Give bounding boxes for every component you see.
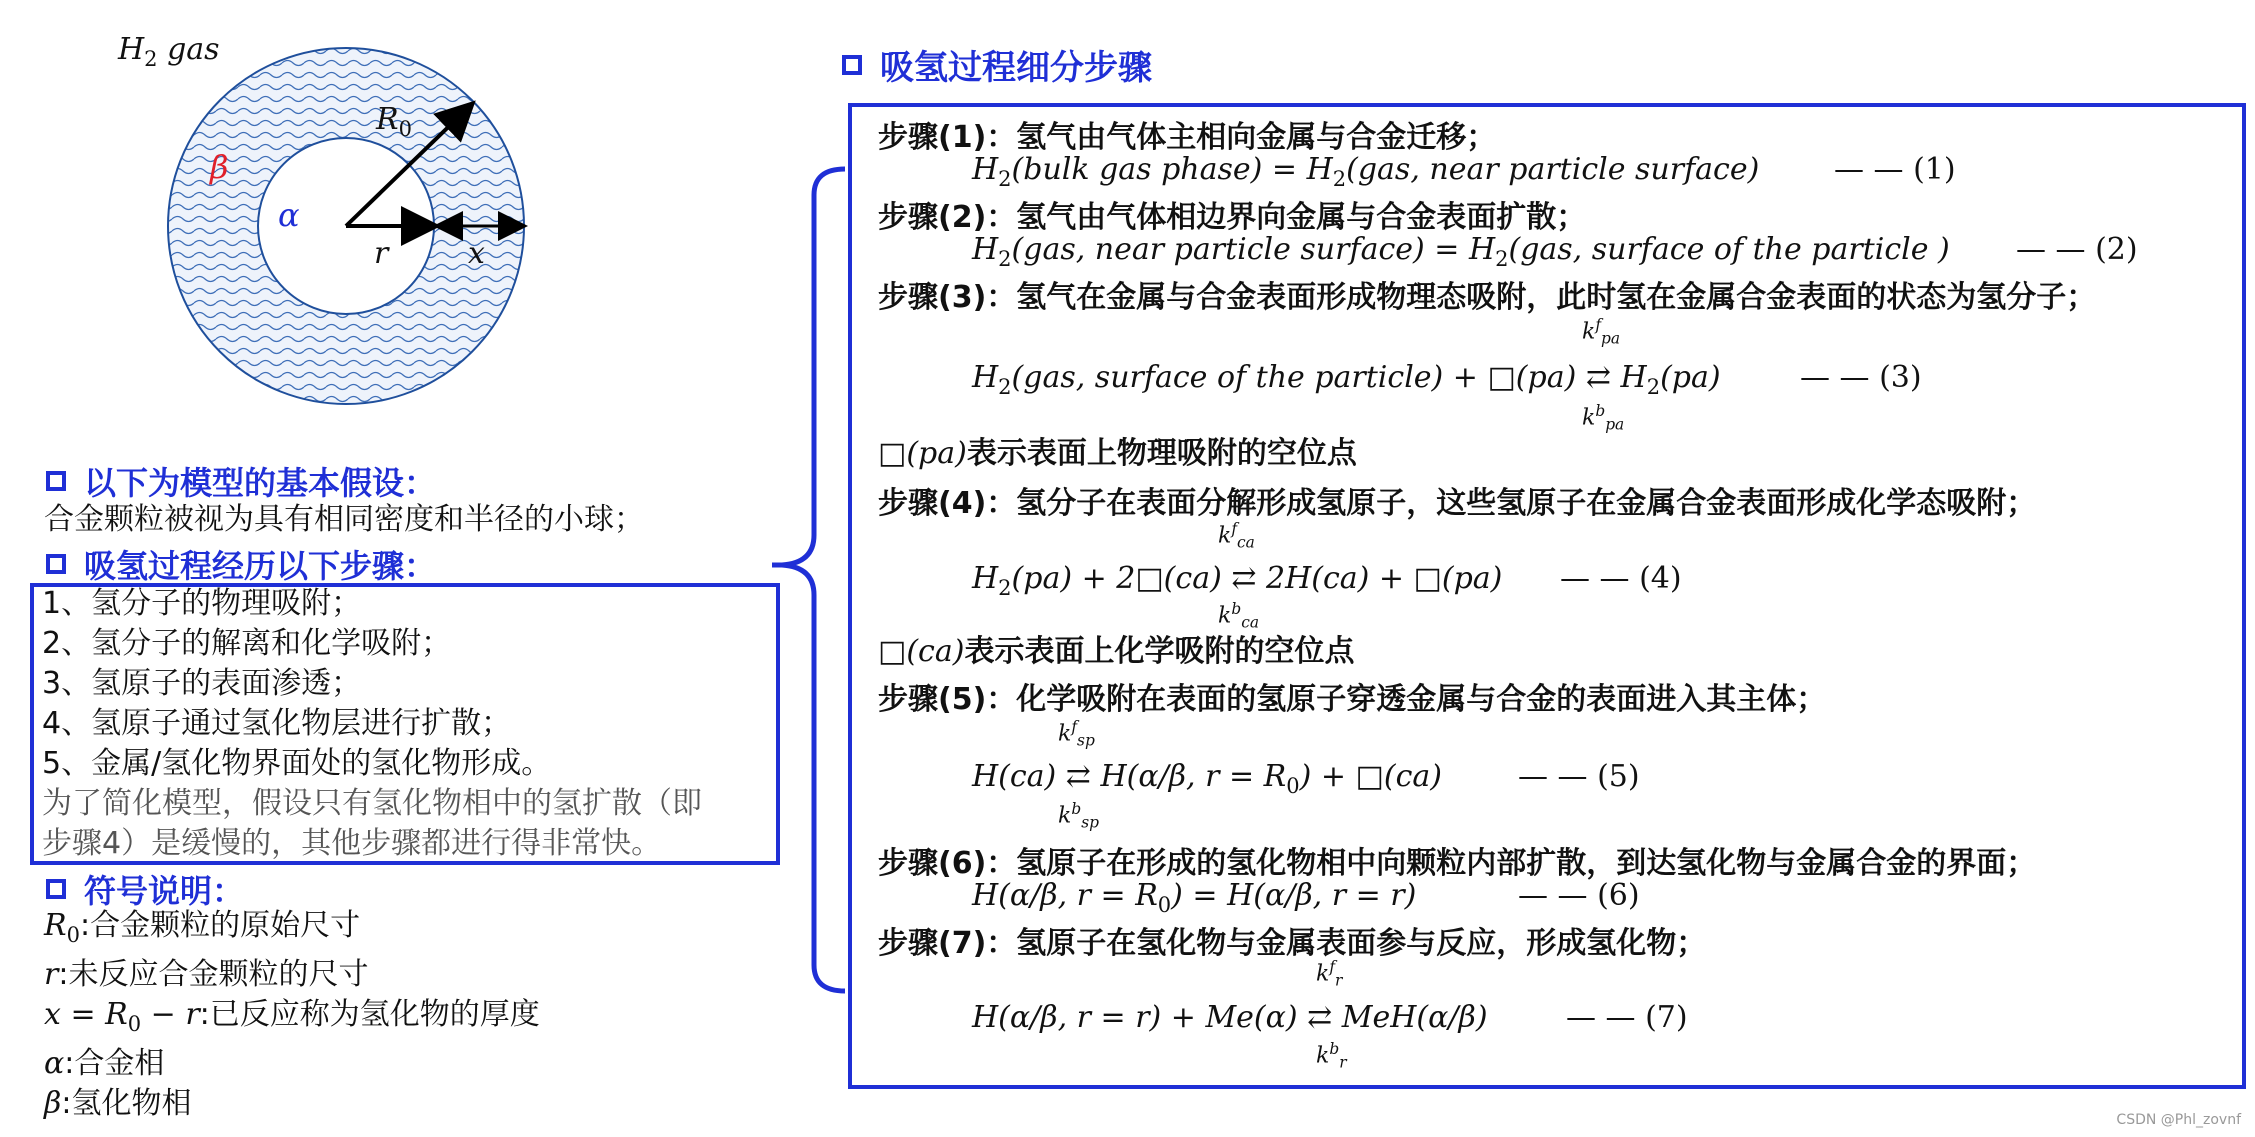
note-line: 为了简化模型，假设只有氢化物相中的氢扩散（即 xyxy=(42,786,702,821)
step3: 步骤(3)：氢气在金属与合金表面形成物理态吸附，此时氢在金属合金表面的状态为氢分子； xyxy=(878,280,2097,315)
step7: 步骤(7)：氢原子在氢化物与金属表面参与反应，形成氢化物； xyxy=(878,926,1707,961)
list-item: 3、氢原子的表面渗透； xyxy=(42,666,362,701)
symbol-alpha: α:合金相 xyxy=(44,1046,165,1081)
particle-diagram xyxy=(150,45,530,425)
step4: 步骤(4)：氢分子在表面分解形成氢原子，这些氢原子在金属合金表面形成化学态吸附； xyxy=(878,486,2037,521)
x-label: x xyxy=(468,236,485,271)
square-bullet-icon xyxy=(842,55,862,75)
k-r-forward: $k^f_r$ xyxy=(1316,958,1343,990)
step1: 步骤(1)：氢气由气体主相向金属与合金迁移； xyxy=(878,120,1497,155)
k-ca-forward: $k^f_{ca}$ xyxy=(1218,520,1255,552)
note-line: 步骤4）是缓慢的，其他步骤都进行得非常快。 xyxy=(42,826,662,861)
eq2: $H_2(gas$, near particle surface) = $H_2(gas$, surface of the particle ) xyxy=(972,232,1950,271)
ca-note: □(ca)表示表面上化学吸附的空位点 xyxy=(878,634,1355,669)
k-pa-forward: $k^f_{pa}$ xyxy=(1582,316,1621,348)
symbol-R0: $R_0$:合金颗粒的原始尺寸 xyxy=(44,908,361,947)
eq7-number: — — (7) xyxy=(1566,1000,1688,1035)
list-item: 1、氢分子的物理吸附； xyxy=(42,586,362,621)
right-title: 吸氢过程细分步骤 xyxy=(842,40,1152,89)
eq6: H(α/β, $r = R_0) = H(\alpha/\beta$, r = r) xyxy=(972,878,1417,917)
step2: 步骤(2)：氢气由气体相边界向金属与合金表面扩散； xyxy=(878,200,1587,235)
r-label: r xyxy=(374,236,389,271)
watermark: CSDN @Phl_zovnf xyxy=(2116,1112,2241,1128)
alpha-label: α xyxy=(278,196,300,234)
eq7: H(α/β, r = r) + Me(α) ⇄ MeH(α/β) xyxy=(972,1000,1488,1035)
R0-label: $R_0$ xyxy=(376,102,412,141)
eq3: $H_2(gas$, surface of the particle) + □(pa) ⇄ $H_2(pa)$ xyxy=(972,360,1721,399)
step-list xyxy=(42,584,702,864)
eq1-number: — — (1) xyxy=(1834,152,1956,187)
eq1: $H_2(bulk$ gas phase) = $H_2(gas$, near particle surface) xyxy=(972,152,1760,191)
square-bullet-icon xyxy=(46,471,66,491)
steps-heading: 吸氢过程经历以下步骤： xyxy=(46,541,436,587)
eq3-number: — — (3) xyxy=(1800,360,1922,395)
square-bullet-icon xyxy=(46,554,66,574)
beta-label: β xyxy=(210,148,229,186)
eq6-number: — — (6) xyxy=(1518,878,1640,913)
step5: 步骤(5)：化学吸附在表面的氢原子穿透金属与合金的表面进入其主体； xyxy=(878,682,1827,717)
pa-note: □(pa)表示表面上物理吸附的空位点 xyxy=(878,436,1357,471)
k-ca-backward: $k^b_{ca}$ xyxy=(1218,600,1259,632)
symbol-r: r:未反应合金颗粒的尺寸 xyxy=(44,957,369,992)
step6: 步骤(6)：氢原子在形成的氢化物相中向颗粒内部扩散，到达氢化物与金属合金的界面； xyxy=(878,846,2037,881)
symbol-beta: β:氢化物相 xyxy=(44,1086,192,1121)
symbol-x: $x = R_0 - r$:已反应称为氢化物的厚度 xyxy=(44,997,540,1036)
k-r-backward: $k^b_r$ xyxy=(1316,1040,1347,1072)
symbols-heading: 符号说明： xyxy=(46,866,244,912)
eq5-number: — — (5) xyxy=(1518,759,1640,794)
list-item: 4、氢原子通过氢化物层进行扩散； xyxy=(42,706,512,741)
assumption-heading: 以下为模型的基本假设： xyxy=(46,458,436,504)
symbol-list xyxy=(44,906,540,1124)
k-pa-backward: $k^b_{pa}$ xyxy=(1582,402,1625,434)
k-sp-forward: $k^f_{sp}$ xyxy=(1058,718,1095,750)
assumption-text: 合金颗粒被视为具有相同密度和半径的小球； xyxy=(44,502,644,537)
k-sp-backward: $k^b_{sp}$ xyxy=(1058,800,1099,832)
eq4-number: — — (4) xyxy=(1560,561,1682,596)
curly-brace xyxy=(770,165,850,995)
list-item: 2、氢分子的解离和化学吸附； xyxy=(42,626,452,661)
eq5: H(ca) ⇄ H(α/β, $r = R_0$) + □(ca) xyxy=(972,759,1442,798)
eq2-number: — — (2) xyxy=(2016,232,2138,267)
gas-label: $H_2$ gas xyxy=(118,32,220,71)
square-bullet-icon xyxy=(46,879,66,899)
eq4: $H_2(pa)$ + 2□(ca) ⇄ 2H(ca) + □(pa) xyxy=(972,561,1503,600)
list-item: 5、金属/氢化物界面处的氢化物形成。 xyxy=(42,746,552,781)
